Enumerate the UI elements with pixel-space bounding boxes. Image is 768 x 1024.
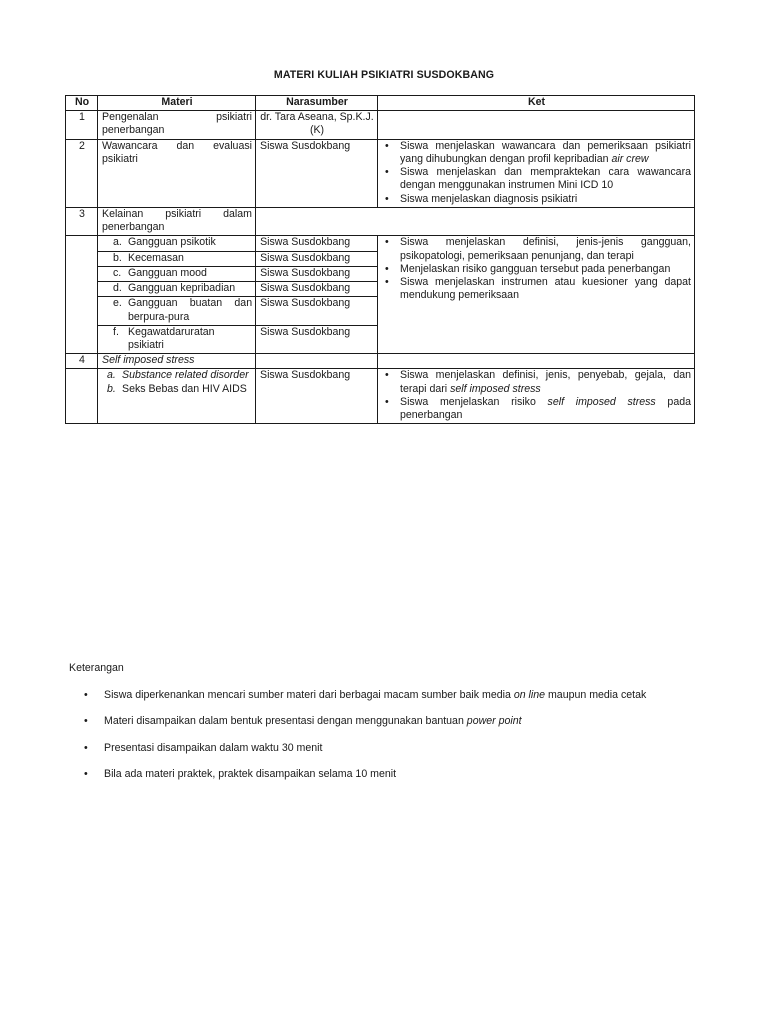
table-row: [66, 354, 695, 369]
empty-cell: [66, 369, 98, 424]
page-title: MATERI KULIAH PSIKIATRI SUSDOKBANG: [273, 69, 495, 81]
narasumber-cell: Siswa Susdokbang: [256, 369, 378, 424]
list-item: • Materi disampaikan dalam bentuk presentasi dengan menggunakan bantuan power point: [84, 715, 522, 728]
header-materi: Materi: [98, 96, 256, 111]
ket-cell: [378, 236, 695, 354]
subitem-narasumber: Siswa Susdokbang: [256, 266, 377, 281]
table-row: [66, 207, 695, 235]
empty-cell: [256, 354, 378, 369]
ket-cell: [378, 111, 695, 139]
empty-cell: [378, 354, 695, 369]
materi-table: [65, 95, 695, 424]
subitem-label: b. Kecemasan: [98, 251, 256, 266]
row-number: 3: [66, 207, 98, 235]
subitem-list: [102, 369, 252, 395]
header-ket: Ket: [378, 96, 695, 111]
materi-cell: Self imposed stress: [98, 354, 256, 369]
narasumber-cell: dr. Tara Aseana, Sp.K.J.(K): [256, 111, 378, 139]
list-item: • Siswa menjelaskan instrumen atau kuesioner yang dapat mendukung pemeriksaan: [385, 276, 691, 302]
subitem-label: c. Gangguan mood: [98, 266, 256, 281]
table-row: [66, 236, 695, 354]
materi-cell: [98, 369, 256, 424]
list-item: • Menjelaskan risiko gangguan tersebut pada penerbangan: [385, 262, 671, 275]
list-item: • Siswa menjelaskan definisi, jenis-jenis gangguan, psikopatologi, pemeriksaan penunjang, dan terapi: [385, 236, 691, 262]
materi-cell: Kelainan psikiatri dalam penerbangan: [98, 207, 256, 235]
subitem-narasumber: Siswa Susdokbang: [256, 251, 377, 266]
row-number: 2: [66, 139, 98, 207]
subitem-label: e. Gangguan buatan dan berpura-pura: [98, 297, 256, 325]
list-item: • Siswa menjelaskan diagnosis psikiatri: [385, 192, 578, 205]
subitem-narasumber: Siswa Susdokbang: [256, 297, 377, 325]
subitem-label: a. Gangguan psikotik: [98, 236, 256, 251]
ket-cell: [378, 139, 695, 207]
subitem-label: d. Gangguan kepribadian: [98, 282, 256, 297]
empty-cell: [256, 207, 695, 235]
materi-cell: Pengenalan psikiatri penerbangan: [98, 111, 256, 139]
table-row: [66, 111, 695, 139]
subitem-row: [98, 251, 377, 266]
subitem-narasumber: Siswa Susdokbang: [256, 325, 377, 353]
table-row: [66, 139, 695, 207]
list-item: • Siswa diperkenankan mencari sumber materi dari berbagai macam sumber baik media on line maupun media cetak: [84, 689, 647, 701]
list-item: • Presentasi disampaikan dalam waktu 30 menit: [84, 741, 323, 754]
list-item: • Siswa menjelaskan dan mempraktekan cara wawancara dengan menggunakan instrumen Mini ICD 10: [385, 166, 691, 192]
list-item: • Siswa menjelaskan risiko self imposed stress pada penerbangan: [385, 395, 691, 422]
row-number: 4: [66, 354, 98, 369]
notes-list: [84, 688, 699, 793]
header-narasumber: Narasumber: [256, 96, 378, 111]
subitem-label: f. Kegawatdaruratan psikiatri: [98, 325, 256, 353]
subitems-table: [98, 236, 377, 353]
subitem-row: [98, 266, 377, 281]
list-item: • Siswa menjelaskan definisi, jenis, penyebab, gejala, dan terapi dari self imposed stress: [385, 369, 691, 395]
narasumber-cell: Siswa Susdokbang: [256, 139, 378, 207]
subitem-narasumber: Siswa Susdokbang: [256, 282, 377, 297]
list-item: • Bila ada materi praktek, praktek disampaikan selama 10 menit: [84, 767, 397, 780]
subitem-row: [98, 297, 377, 325]
notes-label: Keterangan: [69, 662, 124, 674]
subitem-row: [98, 325, 377, 353]
header-no: No: [66, 96, 98, 111]
table-header-row: [66, 96, 695, 111]
list-item: • Siswa menjelaskan wawancara dan pemeriksaan psikiatri yang dihubungkan dengan profil kepribadian air crew: [385, 139, 691, 165]
ket-list: [382, 140, 691, 206]
row-number: 1: [66, 111, 98, 139]
list-item: b. Seks Bebas dan HIV AIDS: [107, 382, 247, 395]
subitem-narasumber: Siswa Susdokbang: [256, 236, 377, 251]
ket-cell: [378, 369, 695, 424]
list-item: a. Substance related disorder: [107, 369, 249, 382]
subitem-row: [98, 236, 377, 251]
table-row: [66, 369, 695, 424]
empty-cell: [66, 236, 98, 354]
subitem-row: [98, 282, 377, 297]
subitems-cell: [98, 236, 378, 354]
materi-cell: Wawancara dan evaluasi psikiatri: [98, 139, 256, 207]
ket-list: [382, 369, 691, 422]
ket-list: [382, 236, 691, 302]
